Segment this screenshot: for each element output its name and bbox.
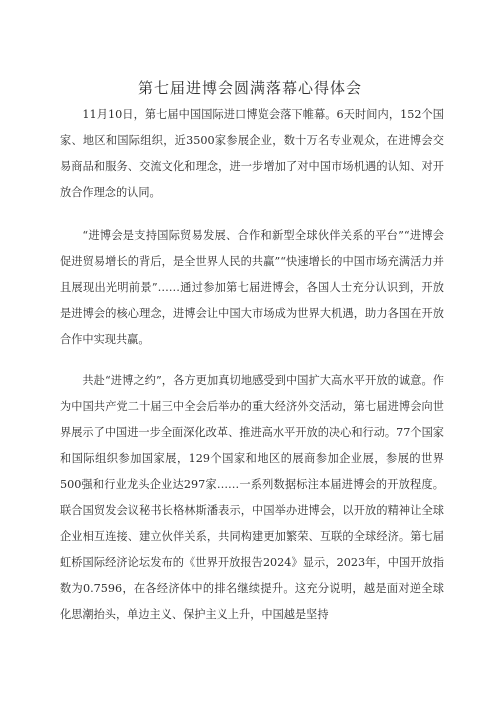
document-title: 第七届进博会圆满落幕心得体会: [137, 79, 362, 97]
paragraph-1: 11月10日，第七届中国国际进口博览会落下帷幕。6天时间内，152个国家、地区和国际组织，近3500家参展企业，数十万名专业观众，在进博会交易商品和服务、交流文化和理念，进一步增加了对中国市场机遇的认知、对开放合作理念的认同。: [60, 108, 444, 199]
paragraph-3: 共赴“进博之约”，各方更加真切地感受到中国扩大高水平开放的诚意。作为中国共产党二十届三中全会后举办的重大经济外交活动，第七届进博会向世界展示了中国进一步全面深化改革、推进高水平开放的决心和行动。77个国家和国际组织参加国家展，129个国家和地区的展商参加企业展，参展的世界500强和行业龙头企业达297家……一系列数据标注本届进博会的开放程度。联合国贸发会议秘书长格林斯潘表示，中国举办进博会，以开放的精神让全球企业相互连接、建立伙伴关系，共同构建更加繁荣、互联的全球经济。第七届虹桥国际经济论坛发布的《世界开放报告2024》显示，2023年，中国开放指数为0.7596，在各经济体中的排名继续提升。这充分说明，越是面对逆全球化思潮抬头，单边主义、保护主义上升，中国越是坚持: [60, 374, 444, 621]
paragraph-2: “进博会是支持国际贸易发展、合作和新型全球伙伴关系的平台”“进博会促进贸易增长的背后，是全世界人民的共赢”“快速增长的中国市场充满活力并且展现出光明前景”……通过参加第七届进博会，各国人士充分认识到，开放是进博会的核心理念，进博会让中国大市场成为世界大机遇，助力各国在开放合作中实现共赢。: [60, 229, 444, 346]
